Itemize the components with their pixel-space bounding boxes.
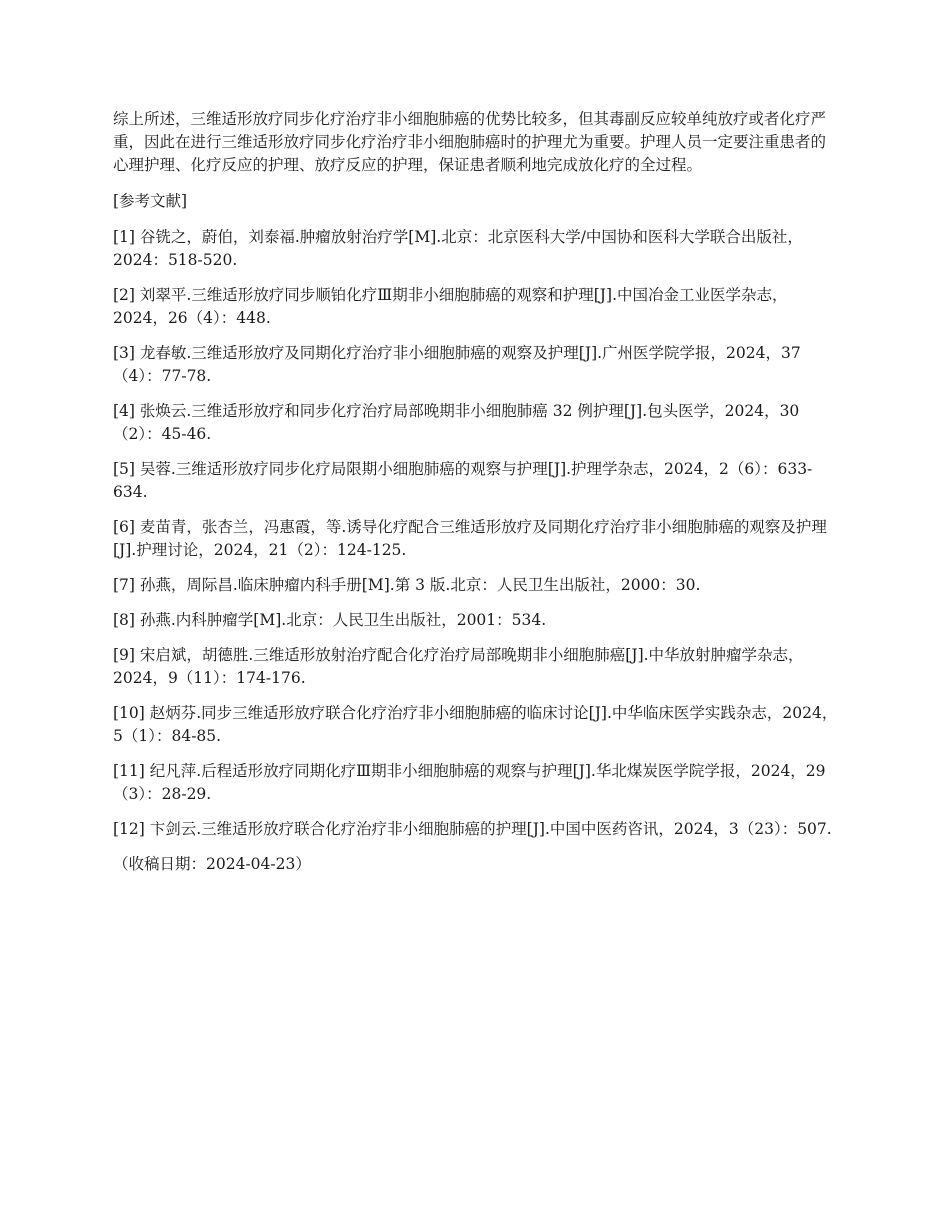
- reference-item-5: [5] 吴蓉.三维适形放疗同步化疗局限期小细胞肺癌的观察与护理[J].护理学杂志，2024，2（6）：633-634.: [113, 460, 813, 501]
- reference-item-7: [7] 孙燕，周际昌.临床肿瘤内科手册[M].第 3 版.北京：人民卫生出版社，2000：30.: [113, 576, 701, 594]
- summary-paragraph: 综上所述，三维适形放疗同步化疗治疗非小细胞肺癌的优势比较多，但其毒副反应较单纯放疗或者化疗严重，因此在进行三维适形放疗同步化疗治疗非小细胞肺癌时的护理尤为重要。护理人员一定要注重患者的心理护理、化疗反应的护理、放疗反应的护理，保证患者顺利地完成放化疗的全过程。: [113, 110, 827, 174]
- reference-item-8: [8] 孙燕.内科肿瘤学[M].北京：人民卫生出版社，2001：534.: [113, 611, 547, 629]
- reference-item-12: [12] 卞剑云.三维适形放疗联合化疗治疗非小细胞肺癌的护理[J].中国中医药咨讯，2024，3（23）：507.: [113, 820, 832, 838]
- reference-item-10: [10] 赵炳芬.同步三维适形放疗联合化疗治疗非小细胞肺癌的临床讨论[J].中华临床医学实践杂志，2024，5（1）：84-85.: [113, 704, 838, 745]
- reference-item-6: [6] 麦苗青，张杏兰，冯惠霞，等.诱导化疗配合三维适形放疗及同期化疗治疗非小细胞肺癌的观察及护理[J].护理讨论，2024，21（2）：124-125.: [113, 518, 827, 559]
- reference-item-9: [9] 宋启斌，胡德胜.三维适形放射治疗配合化疗治疗局部晚期非小细胞肺癌[J].中华放射肿瘤学杂志，2024，9（11）：174-176.: [113, 646, 804, 687]
- reference-item-4: [4] 张焕云.三维适形放疗和同步化疗治疗局部晚期非小细胞肺癌 32 例护理[J].包头医学，2024，30（2）：45-46.: [113, 402, 800, 443]
- reference-item-11: [11] 纪凡萍.后程适形放疗同期化疗Ⅲ期非小细胞肺癌的观察与护理[J].华北煤炭医学院学报，2024，29（3）：28-29.: [113, 762, 826, 803]
- received-date: （收稿日期：2024-04-23）: [113, 855, 311, 873]
- document-page: [113, 108, 840, 876]
- reference-item-2: [2] 刘翠平.三维适形放疗同步顺铂化疗Ⅲ期非小细胞肺癌的观察和护理[J].中国冶金工业医学杂志，2024，26（4）：448.: [113, 286, 788, 327]
- reference-item-1: [1] 谷铣之，蔚伯，刘泰福.肿瘤放射治疗学[M].北京：北京医科大学/中国协和医科大学联合出版社，2024：518-520.: [113, 228, 803, 269]
- references-heading: [参考文献]: [113, 192, 188, 210]
- reference-item-3: [3] 龙春敏.三维适形放疗及同期化疗治疗非小细胞肺癌的观察及护理[J].广州医学院学报，2024，37（4）：77-78.: [113, 344, 801, 385]
